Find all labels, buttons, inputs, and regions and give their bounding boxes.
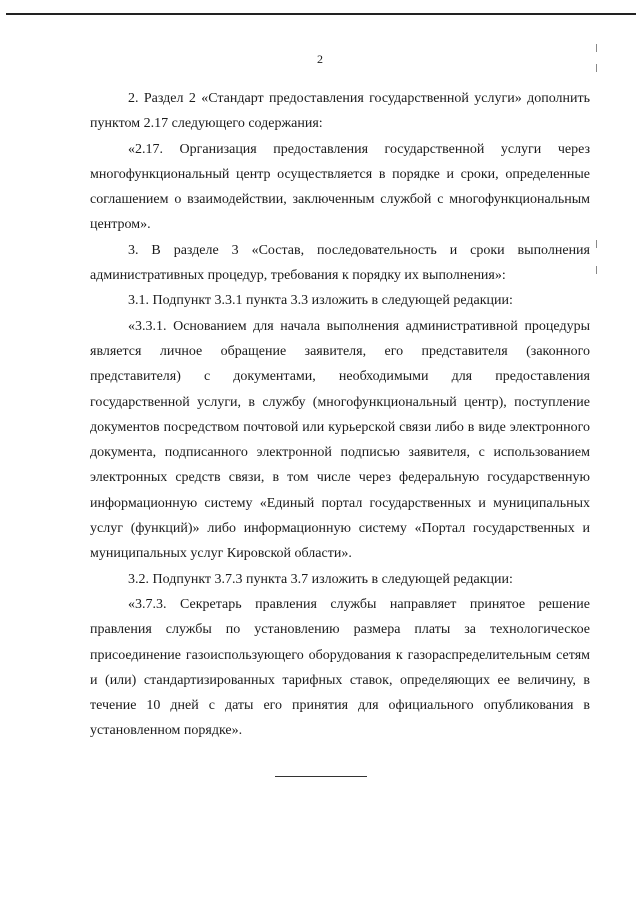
scan-edge-mark bbox=[596, 64, 597, 72]
top-rule bbox=[6, 13, 636, 15]
scan-edge-mark bbox=[596, 266, 597, 274]
paragraph-3-2: 3.2. Подпункт 3.7.3 пункта 3.7 изложить в следующей редакции: bbox=[128, 571, 513, 587]
paragraph-2-17: «2.17. Организация предоставления государственной услуги через многофункциональный центр осуществляется в порядке и сроки, определенные соглашением о взаимодействии, заключенным службой с многофункциональным центром». bbox=[90, 141, 590, 233]
paragraph-3-1: 3.1. Подпункт 3.3.1 пункта 3.3 изложить в следующей редакции: bbox=[128, 293, 513, 309]
closing-rule bbox=[275, 776, 367, 777]
paragraph-section-2: 2. Раздел 2 «Стандарт предоставления государственной услуги» дополнить пунктом 2.17 следующего содержания: bbox=[90, 91, 590, 132]
paragraph-section-3: 3. В разделе 3 «Состав, последовательность и сроки выполнения административных процедур, требования к порядку их выполнения»: bbox=[90, 242, 590, 284]
paragraph-3-7-3: «3.7.3. Секретарь правления службы направляет принятое решение правления службы по установлению размера платы за технологическое присоединение газоиспользующего оборудования к газораспределительным сетям и (или) стандартизированных тарифных ставок, определяющих ее величину, в течение 10 дней с даты его принятия для официального опубликования в установленном порядке». bbox=[90, 596, 590, 739]
paragraph-3-3-1: «3.3.1. Основанием для начала выполнения административной процедуры является личное обращение заявителя, его представителя (законного представителя) с документами, необходимыми для предоставления государственной услуги, в службу (многофункциональный центр), поступление документов посредством почтовой или курьерской связи либо в виде электронного документа, подписанного электронной подписью заявителя, с использованием электронных средств связи, в том числе через федеральную государственную информационную систему «Единый портал государственных и муниципальных услуг (функций)» либо информационную систему «Портал государственных и муниципальных услуг Кировской области». bbox=[90, 318, 590, 562]
document-body bbox=[90, 86, 590, 744]
page-number: 2 bbox=[317, 52, 323, 66]
scan-edge-mark bbox=[596, 44, 597, 52]
scan-edge-mark bbox=[596, 240, 597, 248]
